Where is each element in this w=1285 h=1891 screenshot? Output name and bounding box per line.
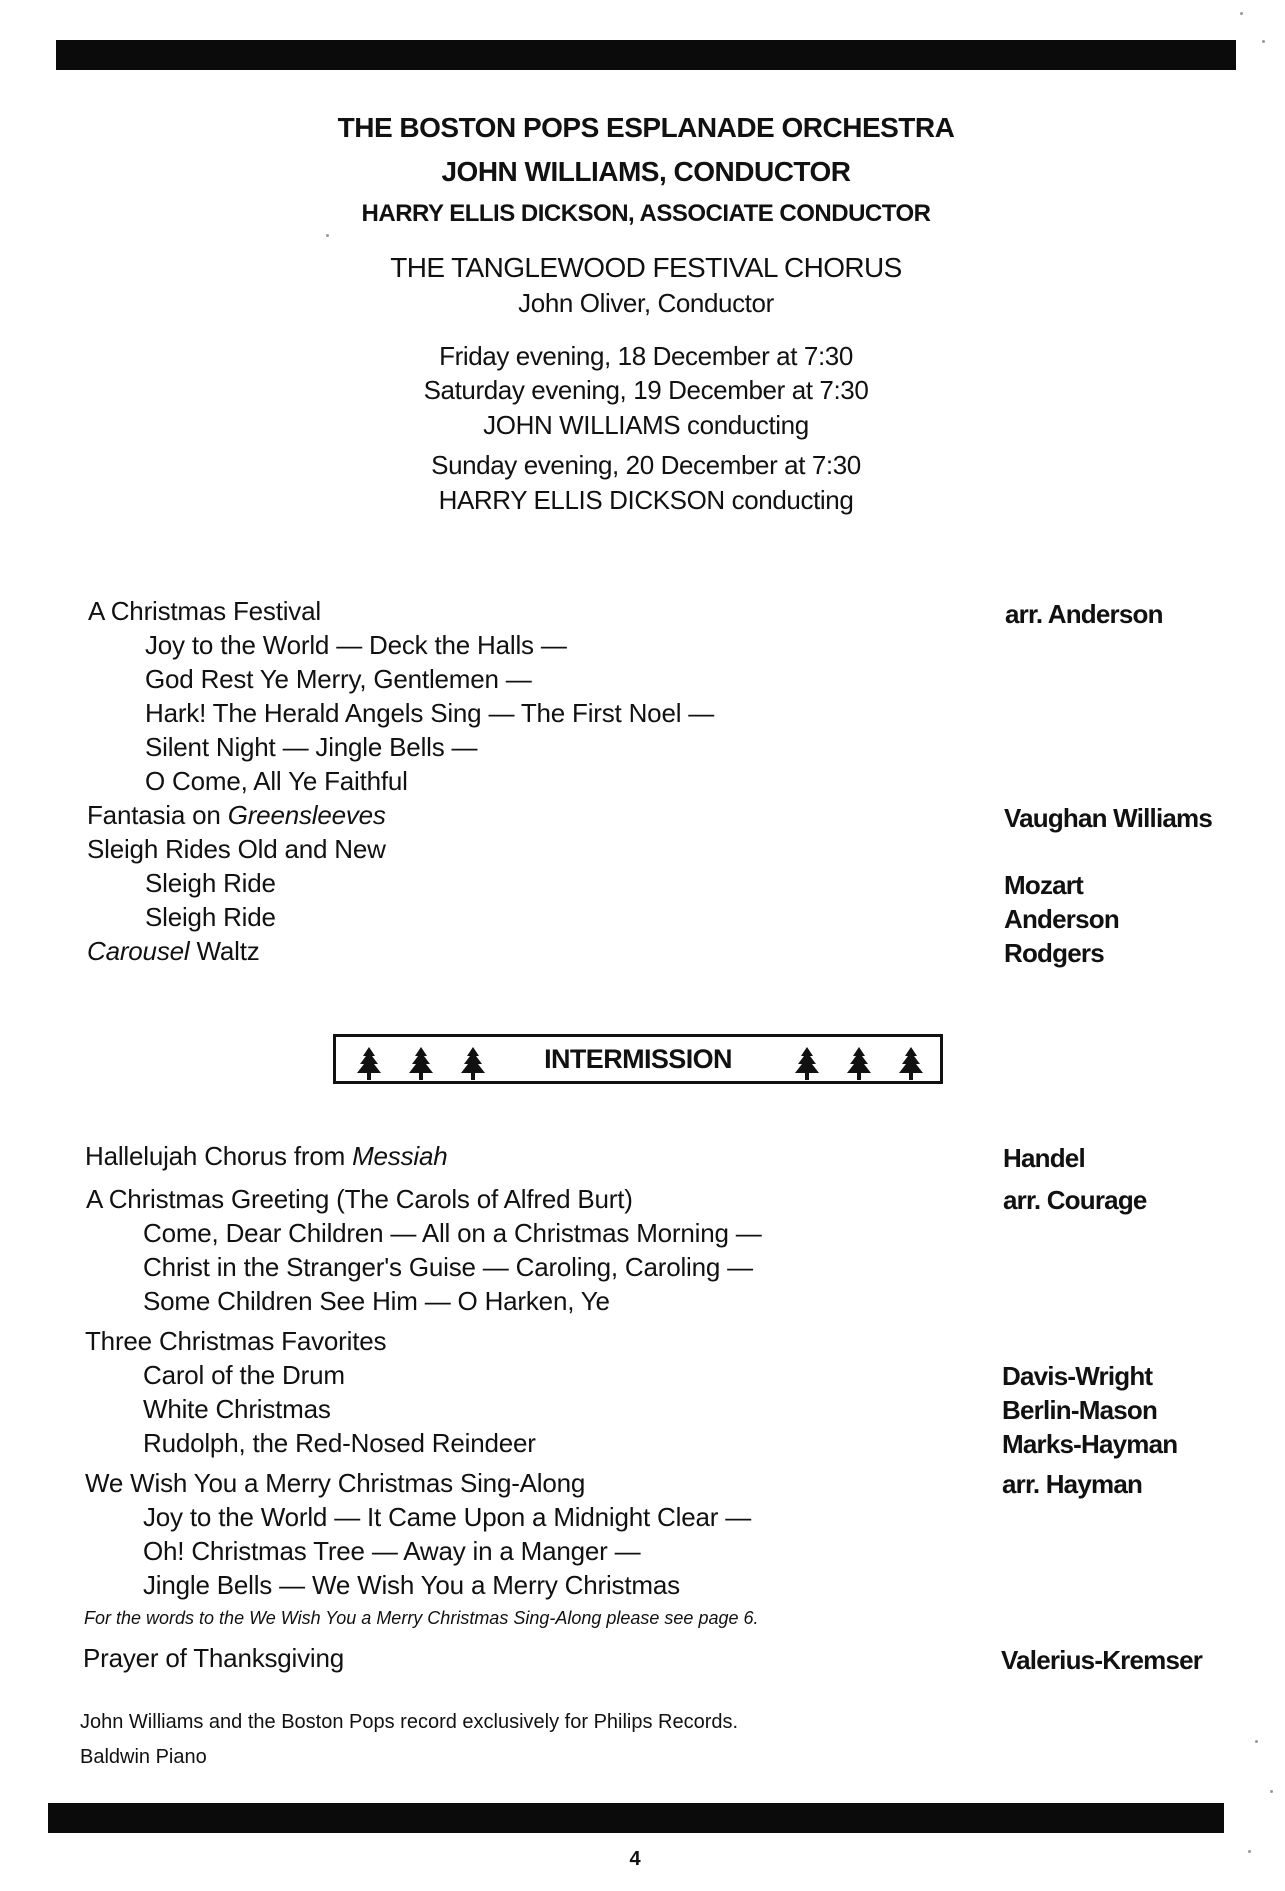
- medley-line: Come, Dear Children — All on a Christmas Morning —: [143, 1218, 762, 1248]
- tree-icon: [406, 1045, 436, 1081]
- medley-line: Joy to the World — It Came Upon a Midnight Clear —: [143, 1502, 751, 1532]
- intermission-box: [333, 1034, 943, 1084]
- paper-speck: [1248, 1850, 1251, 1853]
- composer-christmas-festival: arr. Anderson: [1005, 599, 1163, 629]
- fantasia-title-prefix: Fantasia on: [87, 800, 228, 830]
- intermission-label: INTERMISSION: [544, 1043, 732, 1074]
- records-credit: John Williams and the Boston Pops record exclusively for Philips Records.: [80, 1711, 739, 1733]
- composer-white-christmas: Berlin-Mason: [1002, 1395, 1158, 1425]
- carousel-title-italic: Carousel: [87, 936, 190, 966]
- tree-icon: [896, 1045, 926, 1081]
- chorus-title: THE TANGLEWOOD FESTIVAL CHORUS: [390, 252, 902, 283]
- paper-speck: [1240, 12, 1243, 15]
- tree-group-right: [792, 1045, 926, 1081]
- composer-carousel: Rodgers: [1004, 938, 1104, 968]
- program-item-carousel: [87, 936, 260, 967]
- paper-speck: [1262, 40, 1265, 43]
- medley-line: Jingle Bells — We Wish You a Merry Christmas: [143, 1570, 680, 1600]
- composer-prayer: Valerius-Kremser: [1001, 1645, 1203, 1675]
- medley-line: Some Children See Him — O Harken, Ye: [143, 1286, 610, 1316]
- conducting-note-2: HARRY ELLIS DICKSON conducting: [438, 485, 854, 515]
- hallelujah-title-prefix: Hallelujah Chorus from: [85, 1141, 353, 1171]
- chorus-conductor: John Oliver, Conductor: [518, 288, 774, 318]
- hallelujah-title-italic: Messiah: [352, 1141, 448, 1171]
- performance-date-3: Sunday evening, 20 December at 7:30: [431, 450, 861, 480]
- program-item-fantasia: [87, 800, 386, 831]
- composer-rudolph: Marks-Hayman: [1002, 1429, 1178, 1459]
- tree-icon: [844, 1045, 874, 1081]
- sing-along-note: For the words to the We Wish You a Merry Christmas Sing-Along please see page 6.: [84, 1608, 759, 1628]
- program-item-three-favorites: Three Christmas Favorites: [85, 1326, 387, 1356]
- conducting-note-1: JOHN WILLIAMS conducting: [483, 410, 809, 440]
- conductor-title: JOHN WILLIAMS, CONDUCTOR: [441, 156, 851, 187]
- program-subitem-sleigh-ride-2: Sleigh Ride: [145, 902, 276, 932]
- tree-icon: [354, 1045, 384, 1081]
- orchestra-title: THE BOSTON POPS ESPLANADE ORCHESTRA: [337, 112, 955, 143]
- piano-credit: Baldwin Piano: [80, 1746, 207, 1768]
- program-item-hallelujah: [85, 1141, 448, 1172]
- medley-line: Joy to the World — Deck the Halls —: [145, 630, 567, 660]
- top-black-bar: [56, 40, 1236, 70]
- medley-line: Christ in the Stranger's Guise — Caroling, Caroling —: [143, 1252, 753, 1282]
- composer-fantasia: Vaughan Williams: [1004, 803, 1213, 833]
- carousel-title-suffix: Waltz: [189, 936, 260, 966]
- paper-speck: [1270, 1790, 1273, 1793]
- composer-sleigh-ride-2: Anderson: [1004, 904, 1119, 934]
- page-number: 4: [629, 1848, 641, 1870]
- performance-date-1: Friday evening, 18 December at 7:30: [439, 341, 853, 371]
- tree-group-left: [354, 1045, 488, 1081]
- program-subitem-white-christmas: White Christmas: [143, 1394, 331, 1424]
- program-item-prayer: Prayer of Thanksgiving: [83, 1643, 345, 1673]
- composer-christmas-greeting: arr. Courage: [1003, 1185, 1147, 1215]
- medley-line: Hark! The Herald Angels Sing — The First Noel —: [145, 698, 715, 728]
- composer-hallelujah: Handel: [1003, 1143, 1085, 1173]
- program-item-christmas-festival: A Christmas Festival: [88, 596, 321, 626]
- paper-speck: [1255, 1740, 1258, 1743]
- tree-icon: [792, 1045, 822, 1081]
- program-subitem-rudolph: Rudolph, the Red-Nosed Reindeer: [143, 1428, 536, 1458]
- fantasia-title-italic: Greensleeves: [227, 800, 386, 830]
- tree-icon: [458, 1045, 488, 1081]
- medley-line: Silent Night — Jingle Bells —: [145, 732, 478, 762]
- composer-sleigh-ride-1: Mozart: [1004, 870, 1083, 900]
- associate-conductor-title: HARRY ELLIS DICKSON, ASSOCIATE CONDUCTOR: [361, 200, 931, 227]
- medley-line: O Come, All Ye Faithful: [145, 766, 408, 796]
- program-subitem-sleigh-ride-1: Sleigh Ride: [145, 868, 276, 898]
- composer-sing-along: arr. Hayman: [1002, 1469, 1143, 1499]
- medley-line: God Rest Ye Merry, Gentlemen —: [145, 664, 532, 694]
- medley-line: Oh! Christmas Tree — Away in a Manger —: [143, 1536, 641, 1566]
- program-subitem-carol-of-the-drum: Carol of the Drum: [143, 1360, 345, 1390]
- program-item-christmas-greeting: A Christmas Greeting (The Carols of Alfred Burt): [86, 1184, 633, 1214]
- composer-carol-of-the-drum: Davis-Wright: [1002, 1361, 1153, 1391]
- bottom-black-bar: [48, 1803, 1224, 1833]
- program-item-sing-along: We Wish You a Merry Christmas Sing-Along: [85, 1468, 586, 1498]
- performance-date-2: Saturday evening, 19 December at 7:30: [423, 375, 869, 405]
- paper-speck: [326, 234, 329, 237]
- program-item-sleigh-rides: Sleigh Rides Old and New: [87, 834, 386, 864]
